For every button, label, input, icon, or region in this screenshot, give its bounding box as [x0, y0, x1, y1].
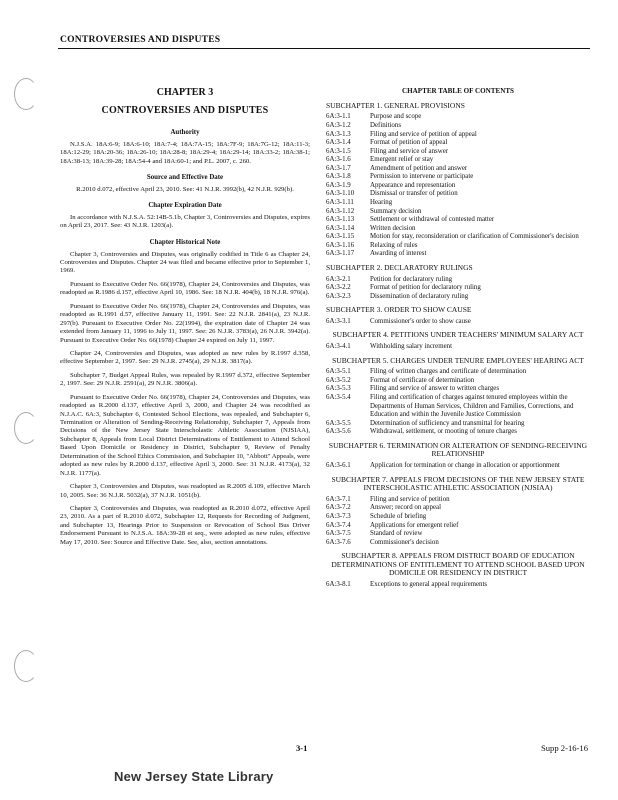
section-title: Withholding salary increment: [370, 343, 453, 351]
history-paragraph: Subchapter 7, Budget Appeal Rules, was repealed by R.1997 d.372, effective September 2, 1997. See: 29 N.J.R. 2591(a), 29 N.J.R. 3806(a).: [60, 371, 310, 388]
section-title: Exceptions to general appeal requirements: [370, 581, 488, 589]
section-number: 6A:3-1.4: [326, 139, 351, 147]
section-title: Filing and service of answer to written charges: [370, 385, 500, 393]
section-title: Format of petition of appeal: [370, 139, 448, 147]
toc-entry: [326, 242, 590, 251]
toc-entry: [326, 156, 590, 165]
toc-entry: [326, 276, 590, 285]
subchapter-heading: SUBCHAPTER 7. APPEALS FROM DECISIONS OF THE NEW JERSEY STATE INTERSCHOLASTIC ATHLETIC ASSOCIATION (NJSIAA): [331, 474, 585, 493]
toc-entry: [326, 122, 590, 131]
toc-entry: [326, 182, 590, 191]
punch-hole-top: [14, 78, 38, 110]
section-title: Permission to intervene or participate: [370, 173, 474, 181]
left-column: [60, 58, 310, 552]
section-number: 6A:3-7.3: [326, 512, 351, 520]
toc-entry: [326, 385, 590, 394]
section-title: Filing and certification of charges against tenured employees within the Departments of Human Services, Children and Families, Corrections, and Education and within the Juvenile Justice Commission: [370, 393, 574, 419]
section-title: Petition for declaratory ruling: [370, 275, 453, 283]
section-number: 6A:3-1.17: [326, 250, 355, 258]
section-title: Awarding of interest: [370, 250, 427, 258]
toc-entry: [326, 113, 590, 122]
section-number: 6A:3-7.4: [326, 521, 351, 529]
section-number: 6A:3-1.12: [326, 207, 355, 215]
toc-entry: [326, 208, 590, 217]
chapter-label: CHAPTER 3: [156, 87, 214, 98]
section-title: Definitions: [370, 121, 402, 129]
section-number: 6A:3-5.3: [326, 385, 351, 393]
chapter-title: CONTROVERSIES AND DISPUTES: [101, 104, 269, 116]
toc-entry: [326, 284, 590, 293]
toc-entry: [326, 131, 590, 140]
toc-entry: [326, 462, 590, 471]
section-number: 6A:3-1.10: [326, 190, 355, 198]
section-number: 6A:3-5.5: [326, 419, 351, 427]
section-number: 6A:3-1.7: [326, 164, 351, 172]
toc-entry: [326, 539, 590, 548]
section-title: Settlement or withdrawal of contested matter: [370, 216, 495, 224]
section-number: 6A:3-1.5: [326, 147, 351, 155]
toc-entry: [326, 250, 590, 259]
toc-entry: [326, 530, 590, 539]
section-number: 6A:3-1.3: [326, 130, 351, 138]
section-number: 6A:3-7.1: [326, 495, 351, 503]
section-title: Filing and service of petition: [370, 495, 450, 503]
toc-entry: [326, 504, 590, 513]
toc-entry: [326, 394, 590, 420]
section-title: Dissemination of declaratory ruling: [370, 292, 469, 300]
history-paragraph: Chapter 3, Controversies and Disputes, was readopted as R.2010 d.072, effective April 23, 2010. As a part of R.2010 d.072, Subchapter 12, Requests for Recording of Judgment, and Subchapter 13, Hearings Prior to Suspension or Revocation of School Bus Driver Endorsement Pursuant to N.J.S.A. 18A:39-28 et seq., were adopted as new rules, effective May 17, 2010. See: Source and Effective Date. See, also, section annotations.: [60, 504, 310, 546]
history-paragraph: Pursuant to Executive Order No. 66(1978), Chapter 24, Controversies and Disputes, was readopted as R.1986 d.157, effective April 10, 1986. See: 18 N.J.R. 404(b), 18 N.J.R. 976(a).: [60, 280, 310, 297]
section-title: Standard of review: [370, 530, 423, 538]
subchapter-heading: SUBCHAPTER 1. GENERAL PROVISIONS: [326, 100, 465, 110]
section-title: Relaxing of rules: [370, 241, 418, 249]
toc-entry: [326, 165, 590, 174]
section-title: Withdrawal, settlement, or mooting of tenure charges: [370, 428, 517, 436]
subchapter-heading: SUBCHAPTER 4. PETITIONS UNDER TEACHERS' MINIMUM SALARY ACT: [332, 330, 584, 340]
toc-entry: [326, 377, 590, 386]
library-watermark: New Jersey State Library: [114, 769, 274, 784]
section-number: 6A:3-1.1: [326, 113, 351, 121]
toc-entry: [326, 513, 590, 522]
toc-title: CHAPTER TABLE OF CONTENTS: [401, 87, 514, 95]
section-title: Format of petition for declaratory ruling: [370, 284, 481, 292]
section-number: 6A:3-2.2: [326, 284, 351, 292]
subchapter-heading: SUBCHAPTER 5. CHARGES UNDER TENURE EMPLOYEES' HEARING ACT: [332, 355, 584, 365]
section-title: Amendment of petition and answer: [370, 164, 468, 172]
section-title: Filing of written charges and certificate of determination: [370, 368, 527, 376]
page-number: 3-1: [296, 743, 308, 753]
toc-entry: [326, 148, 590, 157]
section-number: 6A:3-8.1: [326, 581, 351, 589]
section-number: 6A:3-1.13: [326, 216, 355, 224]
section-title: Format of certificate of determination: [370, 376, 475, 384]
section-title: Commissioner's decision: [370, 538, 439, 546]
subchapter-heading: SUBCHAPTER 2. DECLARATORY RULINGS: [326, 262, 473, 272]
authority-heading: Authority: [170, 129, 200, 137]
table-of-contents: [326, 58, 590, 590]
running-head: CONTROVERSIES AND DISPUTES: [60, 34, 221, 45]
toc-entry: [326, 190, 590, 199]
section-number: 6A:3-5.6: [326, 428, 351, 436]
section-number: 6A:3-4.1: [326, 343, 351, 351]
section-number: 6A:3-7.6: [326, 538, 351, 546]
toc-entry: [326, 420, 590, 429]
subchapter-heading: SUBCHAPTER 3. ORDER TO SHOW CAUSE: [326, 305, 472, 315]
section-title: Filing and service of petition of appeal: [370, 130, 477, 138]
section-number: 6A:3-1.11: [326, 199, 354, 207]
section-number: 6A:3-2.1: [326, 275, 351, 283]
section-title: Dismissal or transfer of petition: [370, 190, 458, 198]
history-note: [60, 251, 310, 548]
section-number: 6A:3-5.1: [326, 368, 351, 376]
section-number: 6A:3-1.2: [326, 121, 351, 129]
section-title: Application for termination or change in allocation or apportionment: [370, 462, 560, 470]
expiration-heading: Chapter Expiration Date: [148, 202, 222, 210]
section-title: Written decision: [370, 224, 416, 232]
section-title: Applications for emergent relief: [370, 521, 459, 529]
section-title: Determination of sufficiency and transmittal for hearing: [370, 419, 525, 427]
section-number: 6A:3-1.14: [326, 224, 355, 232]
history-heading: Chapter Historical Note: [149, 238, 221, 246]
source-text: R.2010 d.072, effective April 23, 2010. See: 41 N.J.R. 3992(b), 42 N.J.R. 929(b).: [76, 185, 294, 193]
source-heading: Source and Effective Date: [146, 174, 224, 182]
section-title: Motion for stay, reconsideration or clarification of Commissioner's decision: [370, 233, 579, 241]
section-title: Purpose and scope: [370, 113, 422, 121]
toc-entry: [326, 496, 590, 505]
section-number: 6A:3-1.15: [326, 233, 355, 241]
authority-text: N.J.S.A. 18A:6-9; 18A:6-10; 18A:7-4; 18A:7A-15; 18A:7F-9; 18A:7G-12; 18A:11-3; 18A:12-29; 18A:20-36; 18A:26-10; 18A:28-8; 18A:29-4; 18A:29-14; 18A:33-2; 18A:38-1; 18A:38-13; 18A:39-28; 18A:54-4 and 18A:60-1; and P.L. 2007, c. 260.: [60, 140, 310, 165]
section-title: Emergent relief or stay: [370, 156, 434, 164]
section-title: Filing and service of answer: [370, 147, 449, 155]
toc-entry: [326, 368, 590, 377]
section-title: Hearing: [370, 199, 393, 207]
subchapter-heading: SUBCHAPTER 8. APPEALS FROM DISTRICT BOARD OF EDUCATION DETERMINATIONS OF ENTITLEMENT TO ATTEND SCHOOL BASED UPON DOMICILE OR RESIDENCY IN DISTRICT: [331, 551, 585, 578]
expiration-text: In accordance with N.J.S.A. 52:14B-5.1b, Chapter 3, Controversies and Disputes, expires on April 23, 2017. See: 43 N.J.R. 1203(a).: [60, 214, 310, 230]
toc-entry: [326, 139, 590, 148]
section-title: Appearance and representation: [370, 181, 456, 189]
section-number: 6A:3-5.4: [326, 393, 351, 401]
section-number: 6A:3-5.2: [326, 376, 351, 384]
section-number: 6A:3-1.8: [326, 173, 351, 181]
toc-entry: [326, 343, 590, 352]
toc-body: [326, 102, 590, 590]
toc-entry: [326, 318, 590, 327]
supplement-date: Supp 2-16-16: [540, 743, 588, 753]
history-paragraph: Chapter 3, Controversies and Disputes, was readopted as R.2005 d.109, effective March 10, 2005. See: 36 N.J.R. 5032(a), 37 N.J.R. 1051(b).: [60, 483, 310, 499]
toc-entry: [326, 581, 590, 590]
toc-entry: [326, 233, 590, 242]
header-rule: [58, 48, 590, 49]
subchapter-heading: SUBCHAPTER 6. TERMINATION OR ALTERATION OF SENDING-RECEIVING RELATIONSHIP: [328, 440, 588, 459]
section-number: 6A:3-2.3: [326, 292, 351, 300]
section-number: 6A:3-1.9: [326, 181, 351, 189]
punch-hole-bottom: [14, 650, 38, 682]
history-paragraph: Pursuant to Executive Order No. 66(1978), Chapter 24, Controversies and Disputes, was readopted as R.2000 d.137, effective April 3, 2000, and Chapter 24 was recodified as N.J.A.C. 6A:3, Subchapter 6, Contested School Elections, was repealed, and Subchapter 6, Termination or Alteration of Sending-Receiving Relationship, Subchapter 7, Appeals from Decisions of the New Jersey State Interscholastic Athletic Association (NJSIAA), Subchapter 8, Appeals from Local District Determinations of Entitlement to Attend School Based Upon Domicile or Residency in District, Subchapter 9, Review of Penalty Determination of the School Ethics Commission, and Subchapter 10, "Abbott" Appeals, were adopted as new rules by R.2000 d.137, effective April 3, 2000. See: 31 N.J.R. 4173(a), 32 N.J.R. 1177(a).: [60, 393, 310, 477]
section-title: Answer; record on appeal: [370, 504, 441, 512]
section-number: 6A:3-1.16: [326, 241, 355, 249]
section-title: Commissioner's order to show cause: [370, 317, 471, 325]
section-number: 6A:3-1.6: [326, 156, 351, 164]
section-number: 6A:3-6.1: [326, 462, 351, 470]
toc-entry: [326, 216, 590, 225]
toc-entry: [326, 173, 590, 182]
toc-entry: [326, 428, 590, 437]
toc-entry: [326, 522, 590, 531]
section-title: Schedule of briefing: [370, 512, 427, 520]
section-title: Summary decision: [370, 207, 422, 215]
section-number: 6A:3-3.1: [326, 317, 351, 325]
history-paragraph: Chapter 3, Controversies and Disputes, was originally codified in Title 6 as Chapter 24, Controversies and Disputes. Chapter 24 was filed and became effective prior to September 1, 1969.: [60, 250, 310, 275]
section-number: 6A:3-7.5: [326, 530, 351, 538]
toc-entry: [326, 199, 590, 208]
toc-entry: [326, 225, 590, 234]
punch-hole-middle: [14, 412, 38, 444]
toc-entry: [326, 293, 590, 302]
history-paragraph: Pursuant to Executive Order No. 66(1978), Chapter 24, Controversies and Disputes, was readopted as R.1991 d.57, effective January 11, 1991. See: 22 N.J.R. 2841(a), 23 N.J.R. 297(b). Pursuant to Executive Order No. 22(1994), the expiration date of Chapter 24 was extended from January 11, 1996 to July 11, 1997. See: 26 N.J.R. 3783(a), 26 N.J.R. 3942(a). Pursuant to Executive Order No. 66(1978) Chapter 24 expired on July 11, 1997.: [60, 302, 310, 344]
section-number: 6A:3-7.2: [326, 504, 351, 512]
history-paragraph: Chapter 24, Controversies and Disputes, was adopted as new rules by R.1997 d.358, effective September 2, 1997. See: 29 N.J.R. 2745(a), 29 N.J.R. 3817(a).: [60, 349, 310, 366]
